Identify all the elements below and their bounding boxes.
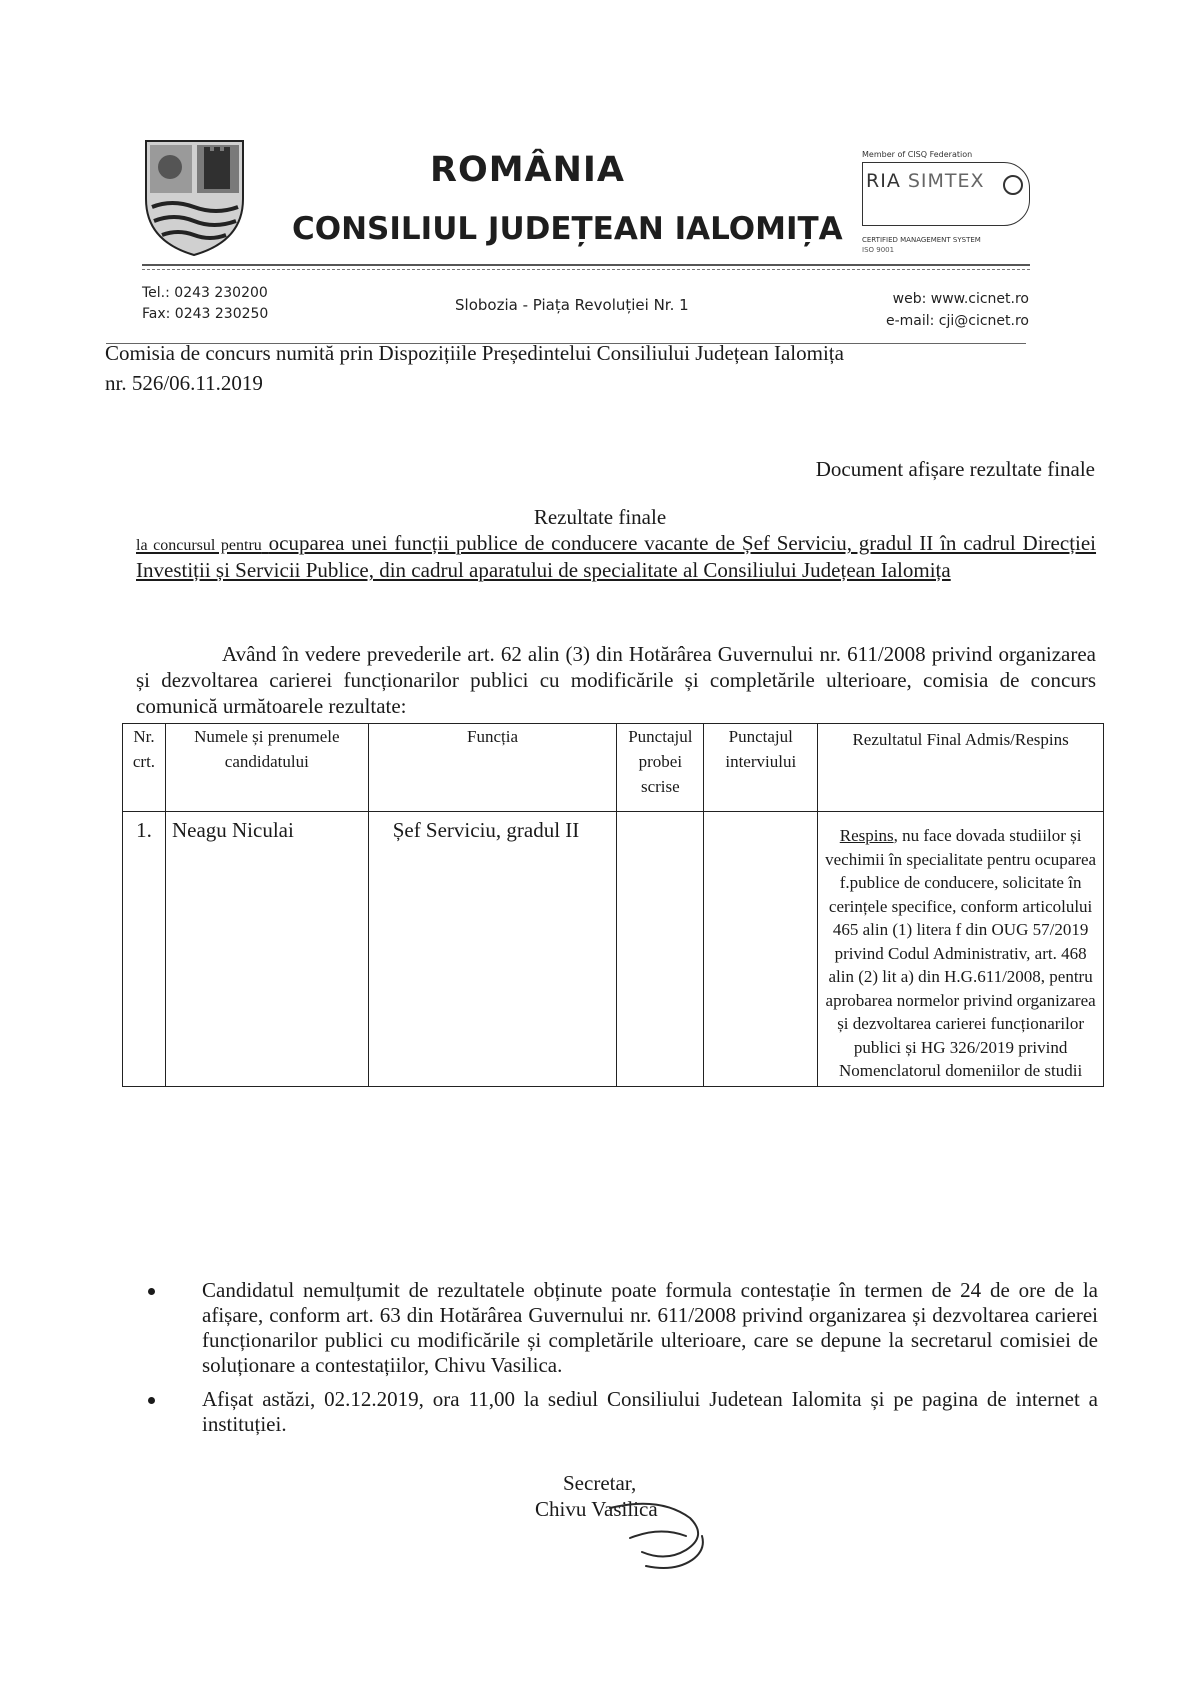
row-function: Șef Serviciu, gradul II (368, 812, 617, 1087)
email: e-mail: cji@cicnet.ro (885, 313, 1029, 329)
bullet-icon (148, 1397, 155, 1404)
competition-description (136, 531, 1096, 583)
results-table (122, 723, 1104, 1087)
header-function: Funcția (368, 724, 617, 812)
intro-lead: la concursul pentru (136, 537, 262, 554)
header-written-score: Punctajul probei scrise (617, 724, 704, 812)
row-interview-score (704, 812, 818, 1087)
row-written-score (617, 812, 704, 1087)
document-note: Document afișare rezultate finale (815, 457, 1095, 481)
cert-logo-part-c: SIMTEX (907, 170, 985, 192)
header-nr: Nr. crt. (123, 724, 166, 812)
signature-role: Secretar, (563, 1471, 637, 1495)
contact-phone (142, 283, 268, 325)
certification-logo (862, 150, 1032, 255)
cert-system-text: CERTIFIED MANAGEMENT SYSTEM (862, 236, 981, 244)
legal-paragraph: Având în vedere prevederile art. 62 alin (3) din Hotărârea Guvernului nr. 611/2008 privind organizarea și dezvoltarea carierei funcționarilor publici cu modificările și completările ulterioare, comisia de concurs comunică următoarele rezultate: (136, 642, 1096, 718)
cert-logo-text (866, 170, 985, 192)
header-divider-dashed (142, 269, 1030, 270)
result-reason: , nu face dovada studiilor și vechimii în specialitate pentru ocuparea f.publice de conducere, solicitate în cerințele specifice, conform articolului 465 alin (1) litera f din OUG 57/2019 privind Codul Administrativ, art. 468 alin (2) lit a) din H.G.611/2008, pentru aprobarea normelor privind organizarea și dezvoltarea carierei funcționarilor publici și HG 326/2019 privind Nomenclatorul domeniilor de studii (825, 826, 1097, 1080)
header-interview-score: Punctajul interviului (704, 724, 818, 812)
contact-online (866, 288, 1029, 332)
header-divider (142, 264, 1030, 266)
header-council-name: CONSILIUL JUDEȚEAN IALOMIȚA (292, 211, 843, 247)
fax-number: Fax: 0243 230250 (142, 306, 269, 322)
cert-iso-text: ISO 9001 (862, 246, 895, 254)
cert-logo-part-a: RI (866, 170, 887, 192)
handwritten-signature (590, 1490, 730, 1580)
signature-name: Chivu Vasilica (535, 1497, 658, 1521)
website: web: www.cicnet.ro (892, 291, 1029, 307)
table-row (123, 812, 1104, 1087)
results-title: Rezultate finale (533, 505, 667, 529)
commission-statement: Comisia de concurs numită prin Dispozițiile Președintelui Consiliului Județean Ialomița nr. 526/06.11.2019 (105, 341, 844, 395)
cert-member-text: Member of CISQ Federation (862, 150, 973, 159)
result-status: Respins (839, 826, 894, 845)
table-header-row (123, 724, 1104, 812)
county-coat-of-arms (142, 137, 247, 257)
header-country: ROMÂNIA (430, 150, 626, 190)
row-final-result (818, 812, 1104, 1087)
header-name: Numele și prenumele candidatului (165, 724, 368, 812)
bullet-icon (148, 1288, 155, 1295)
phone-number: Tel.: 0243 230200 (142, 285, 268, 301)
cert-logo-part-b: A (886, 170, 901, 192)
contact-address: Slobozia - Piața Revoluției Nr. 1 (455, 296, 689, 314)
contest-info: Candidatul nemulțumit de rezultatele obținute poate formula contestație în termen de 24 de ore de la afișare, conform art. 63 din Hotărârea Guvernului nr. 611/2008 privind organizarea și dezvoltarea carierei funcționarilor publici cu modificările și completările ulterioare, care se depune la secretarul comisiei de soluționare a contestațiilor, Chivu Vasilica. (202, 1278, 1098, 1377)
posting-info: Afișat astăzi, 02.12.2019, ora 11,00 la sediul Consiliului Judetean Ialomita și pe pagina de internet a instituției. (202, 1387, 1098, 1436)
intro-body: ocuparea unei funcții publice de conducere vacante de Șef Serviciu, gradul II în cadrul Direcției Investiții și Servicii Publice, din cadrul aparatului de specialitate al Consiliului Județean Ialomița (136, 531, 1097, 582)
row-candidate-name: Neagu Niculai (165, 812, 368, 1087)
cert-badge-icon (1003, 175, 1023, 195)
header-final-result: Rezultatul Final Admis/Respins (818, 724, 1104, 812)
row-nr: 1. (123, 812, 166, 1087)
